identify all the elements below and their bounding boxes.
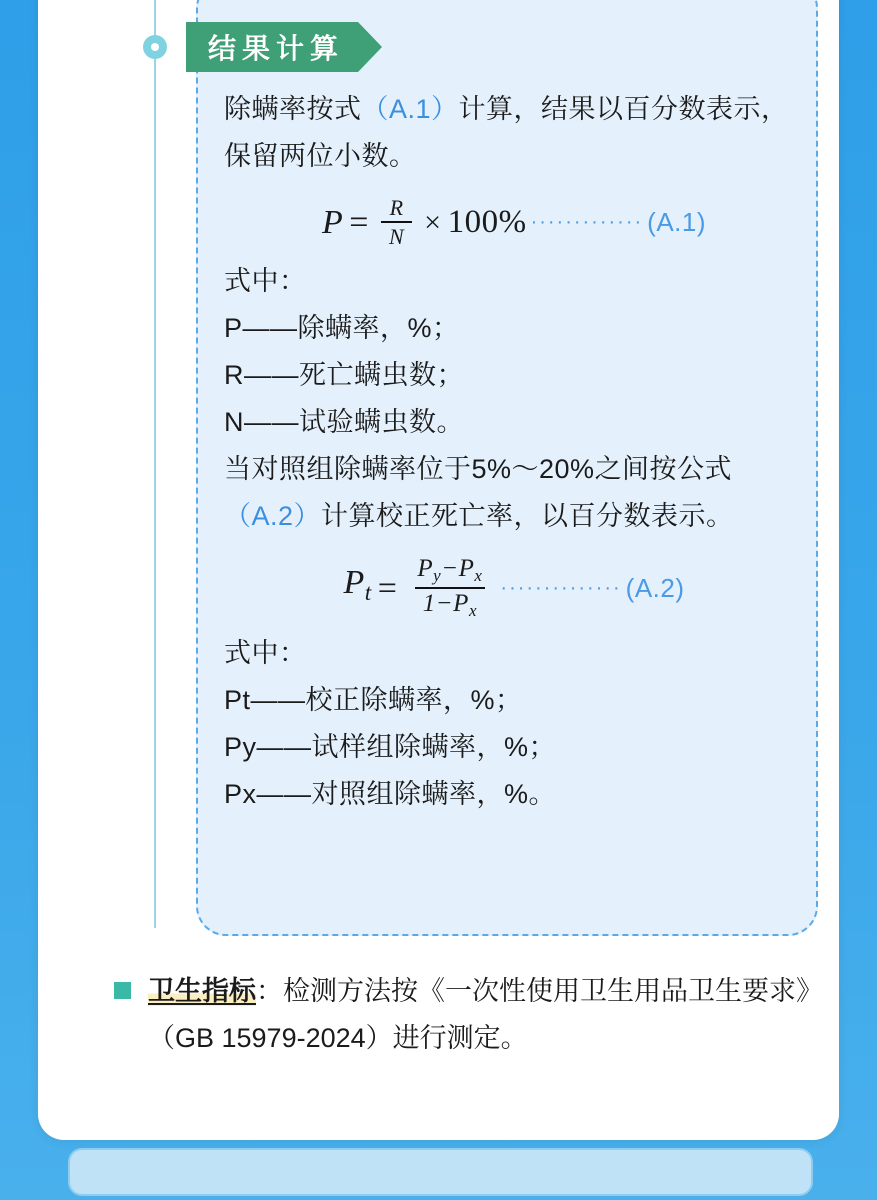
formula-a1 xyxy=(224,196,804,248)
paragraph-1-post: 计算，结果以百分数表示，保留两位小数。 xyxy=(224,94,789,171)
formula-a2-lhs-sub: t xyxy=(364,580,372,607)
definition-py: Py——试样组除螨率，%； xyxy=(224,732,557,763)
ribbon-tail-icon xyxy=(358,22,382,72)
formula-a2-equals: = xyxy=(377,569,398,607)
formula-a2-denominator: $1-P_x$ xyxy=(415,587,485,620)
formula-a1-tag: (A.1) xyxy=(647,206,706,237)
card-bottom-edge xyxy=(68,1148,813,1196)
formula-a1-value: 100% xyxy=(447,203,527,240)
section-title: 结果计算 xyxy=(186,22,358,72)
paragraph-2-post: 计算校正死亡率，以百分数表示。 xyxy=(321,501,734,532)
formula-a1-equals: = xyxy=(349,203,369,241)
paragraph-1-pre: 除螨率按式 xyxy=(224,94,362,124)
where-label-2: 式中： xyxy=(224,638,307,669)
formula-a1-denominator: N xyxy=(381,221,412,248)
section-body xyxy=(224,86,804,818)
note-text: ：检测方法按《一次性使用卫生用品卫生要求》（GB 15979-2024）进行测定。 xyxy=(148,976,823,1053)
formula-a1-times: × xyxy=(424,205,442,239)
formula-a2-tag: (A.2) xyxy=(625,572,685,603)
note-label: 卫生指标 xyxy=(148,976,256,1006)
formula-a1-numerator: R xyxy=(389,195,404,220)
timeline-vertical-line xyxy=(154,0,156,928)
definition-n: N——试验螨虫数。 xyxy=(224,407,464,438)
definition-p: P——除螨率，%； xyxy=(224,313,460,344)
formula-a2-fraction xyxy=(409,556,490,620)
content-card xyxy=(38,0,839,1140)
definition-px: Px——对照组除螨率，%。 xyxy=(224,779,557,810)
formula-a1-lhs: P xyxy=(321,203,344,241)
section-ribbon xyxy=(186,22,382,72)
paragraph-2-ref: （A.2） xyxy=(224,501,322,532)
formula-a1-leader: ············· xyxy=(530,210,644,233)
formula-a2-lhs: $P_t$ xyxy=(343,564,372,607)
definition-pt: Pt——校正除螨率，%； xyxy=(224,685,523,716)
paragraph-2 xyxy=(224,446,804,540)
paragraph-1-ref: （A.1） xyxy=(361,94,459,124)
where-label-1: 式中： xyxy=(224,266,307,297)
definition-r: R——死亡螨虫数； xyxy=(224,360,464,391)
paragraph-2-pre: 当对照组除螨率位于5%～20%之间按公式 xyxy=(224,454,733,485)
formula-a2 xyxy=(224,556,804,620)
timeline-bullet-icon xyxy=(143,35,167,59)
formula-a2-leader: ·············· xyxy=(500,576,622,599)
formula-a2-numerator: $P_y-P_x$ xyxy=(417,555,483,586)
formula-a1-fraction xyxy=(381,196,412,248)
hygiene-note xyxy=(114,968,844,1062)
paragraph-1 xyxy=(224,86,804,180)
